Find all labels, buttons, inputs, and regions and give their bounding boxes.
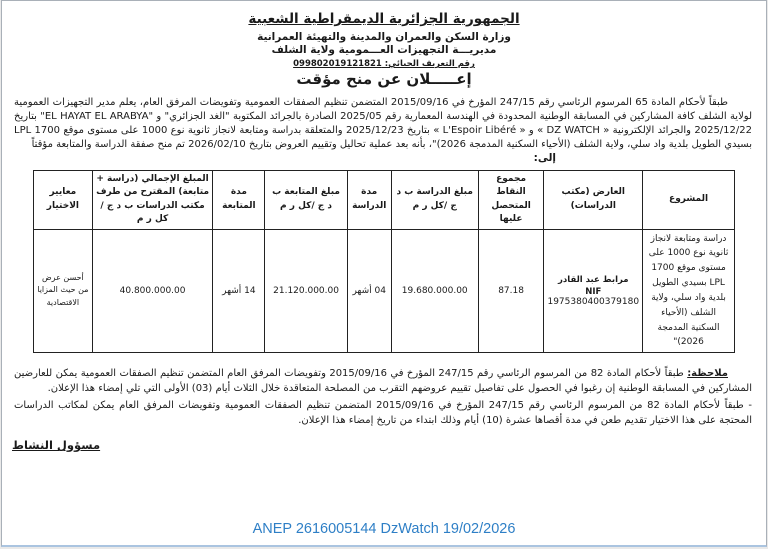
header-project: المشروع <box>643 170 735 229</box>
document-header <box>2 1 766 89</box>
cell-points: 87.18 <box>478 229 544 353</box>
cell-followup-amount: 21.120.000.00 <box>265 229 347 353</box>
country-title: الجمهورية الجزائرية الديمقراطية الشعبية <box>248 11 520 27</box>
signature-title: مسؤول النشاط <box>12 438 101 453</box>
cell-study-amount: 19.680.000.00 <box>391 229 478 353</box>
intro-paragraph: طبقاً لأحكام المادة 65 المرسوم الرئاسي رقم 247/15 المؤرخ في 2015/09/16 المتضمن تنظيم الصفقات العمومية وتفويضات المرفق العام، يعلم مدير التجهيزات العمومية لولاية الشلف كافة المشاركين في المسابقة الوطنية المحدودة في الهندسة المعمارية رقم 2025/05 الصادرة بالجرائد المكتوبة "الغد الجزائري" و "EL HAYAT EL ARABYA" بتاريخ 2025/12/22 والجرائد الإلكترونية « DZ WATCH » و « L'Espoir Libéré » بتاريخ 2025/12/23 والمتعلقة بدراسة ومتابعة لانجاز ثانوية نوع 1000 على مستوى موقع 1700 LPL بسيدي الطويل بلدية واد سلي، ولاية الشلف (الأحياء السكنية المدمجة 2026)"، بأنه بعد عملية تحاليل وتقييم العروض بتاريخ 2026/02/10 تم منح صفقة الدراسة والمتابعة مؤقتاً <box>14 96 753 150</box>
tax-id-line: رقم التعريف الجبائي: 099802019121821 <box>293 59 475 70</box>
award-table <box>33 170 735 354</box>
directorate-line: مديريـــة التجهيزات العـــمومية ولاية الشلف <box>271 44 497 56</box>
header-criteria: معايير الاختيار <box>34 170 93 229</box>
header-bidder: العارض (مكتب الدراسات) <box>544 170 643 229</box>
table-row <box>34 229 735 353</box>
header-total-amount: المبلغ الإجمالي (دراسة + متابعة) المقترح من طرف مكتب الدراسات ب د ج /كل ر م <box>92 170 213 229</box>
header-followup-duration: مدة المتابعة <box>213 170 265 229</box>
bidder-nif-number: 1975380400379180 <box>547 296 640 307</box>
notes-section <box>14 366 752 428</box>
intro-to-label: إلى: <box>533 151 556 164</box>
cell-total-amount: 40.800.000.00 <box>92 229 213 353</box>
note-1-text: طبقاً لأحكام المادة 82 من المرسوم الرئاسي رقم 247/15 المؤرخ في 2015/09/16 وتفويضات المرفق العام المتضمن تنظيم الصفقات العمومية يمكن للعارضين المشاركين في المسابقة الوطنية إن رغبوا في الحصول على تفاصيل تقييم عروضهم التقرب من المصلحة المتعاقدة خلال الثلاث أيام (03) الأولى التي تلي إمضاء هذا الإعلان. <box>14 368 752 395</box>
cell-criteria: أحسن عرض من حيث المزايا الاقتصادية <box>34 229 93 353</box>
header-followup-amount: مبلغ المتابعة ب د ج /كل ر م <box>265 170 347 229</box>
anep-footer: ANEP 2616005144 DzWatch 19/02/2026 <box>252 521 516 537</box>
cell-project: دراسة ومتابعة لانجاز ثانوية نوع 1000 على مستوى موقع 1700 LPL بسيدي الطويل بلدية واد سلي، ولاية الشلف (الأحياء السكنية المدمجة 2026)" <box>643 229 735 353</box>
cell-followup-duration: 14 أشهر <box>213 229 265 353</box>
document-page <box>1 0 767 547</box>
cell-study-duration: 04 أشهر <box>347 229 391 353</box>
header-study-duration: مدة الدراسة <box>347 170 391 229</box>
note-label: ملاحظة: <box>687 368 728 380</box>
header-study-amount: مبلغ الدراسة ب د ج /كل ر م <box>391 170 478 229</box>
cell-bidder <box>544 229 643 353</box>
table-header-row <box>34 170 735 229</box>
bidder-nif-label: NIF <box>585 286 602 297</box>
ministry-line: وزارة السكن والعمران والمدينة والتهيئة العمرانية <box>257 30 511 43</box>
note-2: - طبقاً لأحكام المادة 82 من المرسوم الرئاسي رقم 247/15 المؤرخ في 2015/09/16 المتضمن تنظيم الصفقات العمومية وتفويضات المرفق العام يمكن لمكاتب الدراسات المحتجة على هذا الاختيار تقديم طعن في مدة أقصاها عشرة (10) أيام وذلك ابتداء من تاريخ إمضاء هذا الإعلان. <box>14 400 752 427</box>
header-points: مجموع النقاط المتحصل عليها <box>478 170 544 229</box>
announcement-title: إعـــــلان عن منح مؤقت <box>296 69 472 88</box>
note-1 <box>14 366 752 396</box>
bidder-name: مرابط عبد القادر <box>558 274 629 285</box>
